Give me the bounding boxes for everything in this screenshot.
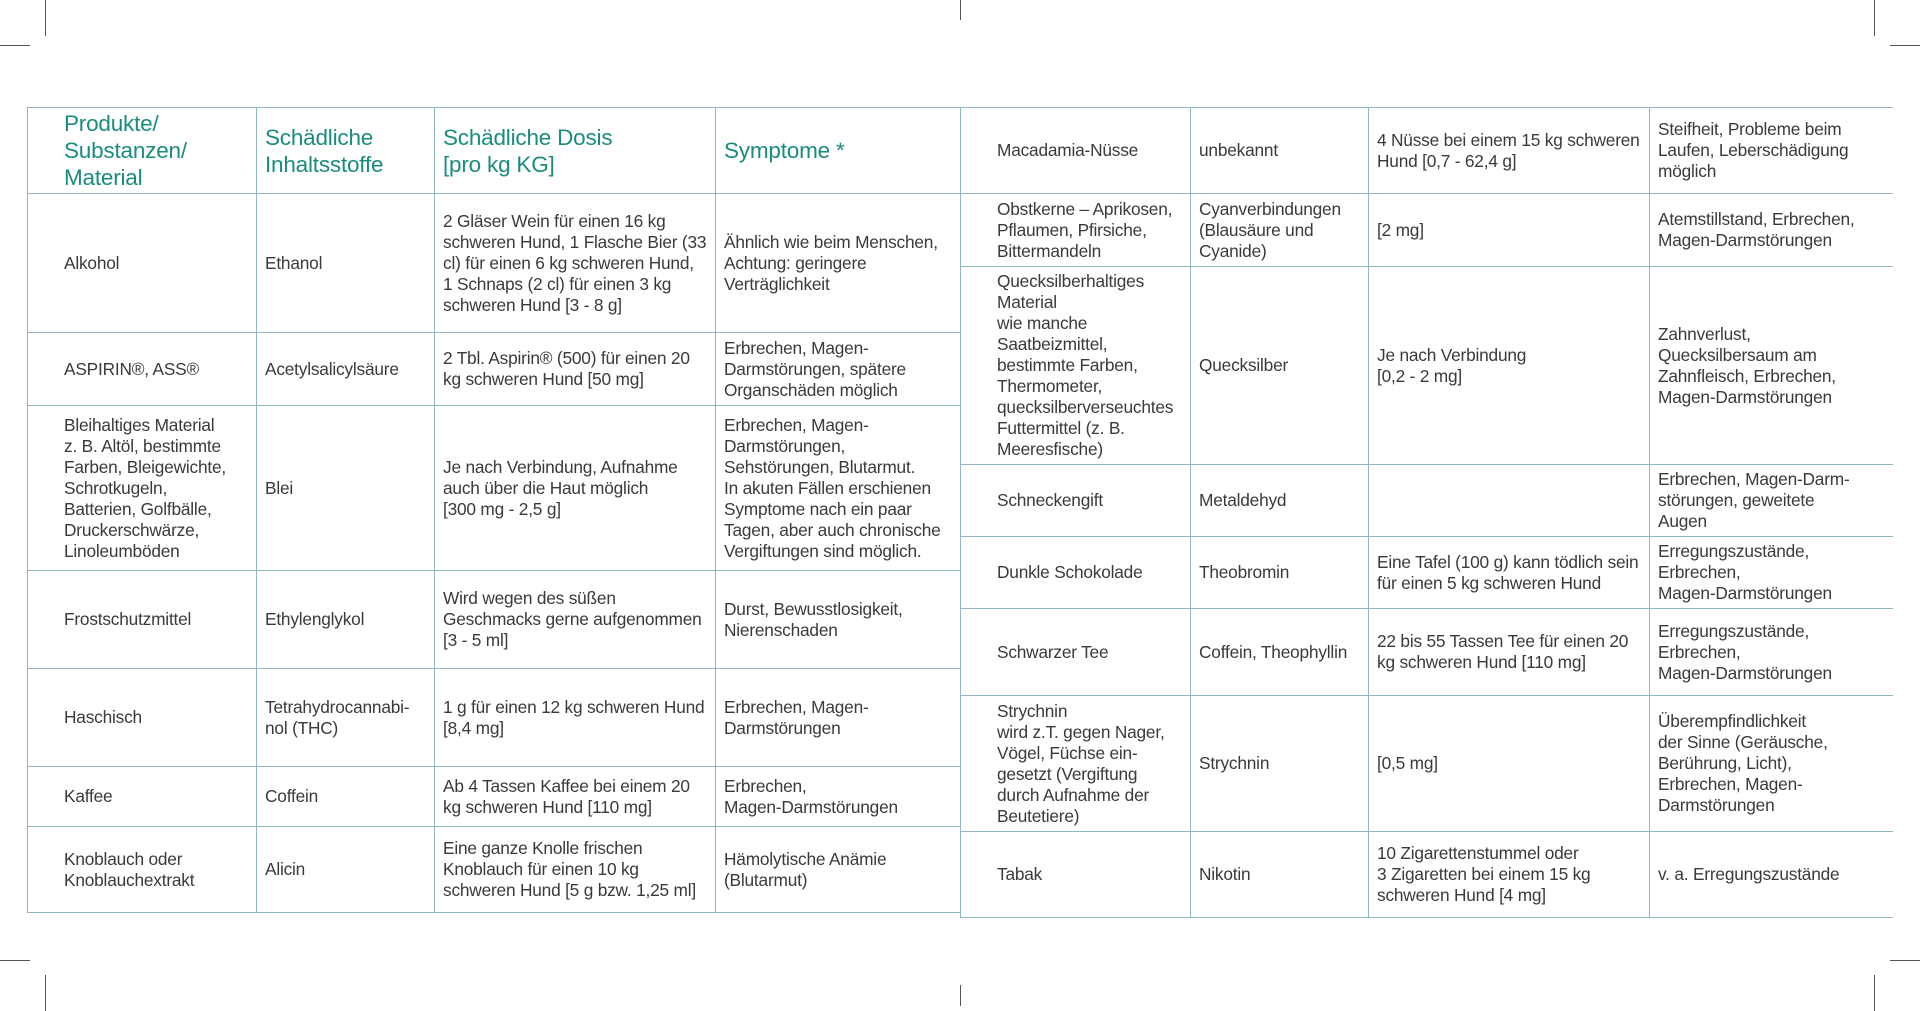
cell-dose — [1369, 465, 1650, 537]
table-row — [961, 537, 1893, 609]
cell-dose: 10 Zigarettenstummel oder 3 Zigaretten bei einem 15 kg schweren Hund [4 mg] — [1369, 832, 1650, 918]
cell-product: Frostschutzmittel — [28, 571, 257, 669]
cell-ingredient: Strychnin — [1191, 696, 1369, 832]
cell-symptoms: Überempfindlichkeit der Sinne (Geräusche, Berührung, Licht), Erbrechen, Magen- Darmstörungen — [1650, 696, 1893, 832]
poison-table-left — [27, 107, 961, 913]
cell-ingredient: Ethanol — [257, 194, 435, 333]
table-row — [28, 194, 961, 333]
table-row — [28, 767, 961, 827]
cell-symptoms: v. a. Erregungszustände — [1650, 832, 1893, 918]
cell-product: Quecksilberhaltiges Material wie manche Saatbeizmittel, bestimmte Farben, Thermometer, quecksilberverseuchtes Futtermittel (z. B. Meeresfische) — [961, 267, 1191, 465]
crop-mark — [0, 45, 30, 46]
table-header-row — [28, 108, 961, 194]
cell-ingredient: Blei — [257, 406, 435, 571]
cell-product: Obstkerne – Aprikosen, Pflaumen, Pfirsiche, Bittermandeln — [961, 194, 1191, 267]
cell-dose: 22 bis 55 Tassen Tee für einen 20 kg schweren Hund [110 mg] — [1369, 609, 1650, 696]
table-row — [28, 571, 961, 669]
table-row — [961, 832, 1893, 918]
crop-mark — [45, 0, 46, 36]
cell-symptoms: Erbrechen, Magen- Darmstörungen, spätere Organschäden möglich — [716, 333, 961, 406]
cell-dose: Eine ganze Knolle frischen Knoblauch für einen 10 kg schweren Hund [5 g bzw. 1,25 ml] — [435, 827, 716, 913]
cell-ingredient: unbekannt — [1191, 108, 1369, 194]
cell-product: Dunkle Schokolade — [961, 537, 1191, 609]
cell-ingredient: Alicin — [257, 827, 435, 913]
cell-ingredient: Nikotin — [1191, 832, 1369, 918]
cell-symptoms: Erbrechen, Magen- Darmstörungen — [716, 669, 961, 767]
cell-product: Knoblauch oder Knoblauchextrakt — [28, 827, 257, 913]
cell-dose: 1 g für einen 12 kg schweren Hund [8,4 mg] — [435, 669, 716, 767]
cell-ingredient: Theobromin — [1191, 537, 1369, 609]
cell-dose: [2 mg] — [1369, 194, 1650, 267]
cell-product: Tabak — [961, 832, 1191, 918]
table-row — [961, 465, 1893, 537]
table-row — [28, 669, 961, 767]
header-ingredients: Schädliche Inhaltsstoffe — [257, 108, 435, 194]
header-symptoms: Symptome * — [716, 108, 961, 194]
cell-symptoms: Erregungszustände, Erbrechen, Magen-Darmstörungen — [1650, 609, 1893, 696]
cell-dose: 2 Tbl. Aspirin® (500) für einen 20 kg schweren Hund [50 mg] — [435, 333, 716, 406]
crop-mark — [1874, 0, 1875, 36]
cell-product: Alkohol — [28, 194, 257, 333]
cell-ingredient: Metaldehyd — [1191, 465, 1369, 537]
table-row — [961, 108, 1893, 194]
cell-product: Bleihaltiges Material z. B. Altöl, bestimmte Farben, Bleigewichte, Schrotkugeln, Batterien, Golfbälle, Druckerschwärze, Linoleumböden — [28, 406, 257, 571]
cell-product: Strychnin wird z.T. gegen Nager, Vögel, Füchse ein- gesetzt (Vergiftung durch Aufnahme der Beutetiere) — [961, 696, 1191, 832]
table-row — [961, 194, 1893, 267]
crop-mark — [1890, 960, 1920, 961]
cell-symptoms: Erbrechen, Magen-Darmstörungen — [716, 767, 961, 827]
cell-symptoms: Erbrechen, Magen- Darmstörungen, Sehstörungen, Blutarmut. In akuten Fällen erschienen Symptome nach ein paar Tagen, aber auch chronische Vergiftungen sind möglich. — [716, 406, 961, 571]
cell-dose: 2 Gläser Wein für einen 16 kg schweren Hund, 1 Flasche Bier (33 cl) für einen 6 kg schweren Hund, 1 Schnaps (2 cl) für einen 3 kg schweren Hund [3 - 8 g] — [435, 194, 716, 333]
cell-dose: Je nach Verbindung [0,2 - 2 mg] — [1369, 267, 1650, 465]
cell-dose: Je nach Verbindung, Aufnahme auch über die Haut möglich [300 mg - 2,5 g] — [435, 406, 716, 571]
cell-ingredient: Ethylenglykol — [257, 571, 435, 669]
table-row — [961, 267, 1893, 465]
cell-symptoms: Atemstillstand, Erbrechen, Magen-Darmstörungen — [1650, 194, 1893, 267]
cell-ingredient: Tetrahydrocannabi- nol (THC) — [257, 669, 435, 767]
crop-mark — [0, 960, 30, 961]
cell-symptoms: Erregungszustände, Erbrechen, Magen-Darmstörungen — [1650, 537, 1893, 609]
cell-dose: [0,5 mg] — [1369, 696, 1650, 832]
table-row — [28, 827, 961, 913]
cell-product: Schneckengift — [961, 465, 1191, 537]
cell-product: Macadamia-Nüsse — [961, 108, 1191, 194]
cell-symptoms: Steifheit, Probleme beim Laufen, Leberschädigung möglich — [1650, 108, 1893, 194]
cell-dose: Ab 4 Tassen Kaffee bei einem 20 kg schweren Hund [110 mg] — [435, 767, 716, 827]
cell-symptoms: Durst, Bewusstlosigkeit, Nierenschaden — [716, 571, 961, 669]
header-dose: Schädliche Dosis [pro kg KG] — [435, 108, 716, 194]
cell-ingredient: Cyanverbindungen (Blausäure und Cyanide) — [1191, 194, 1369, 267]
cell-product: Haschisch — [28, 669, 257, 767]
table-row — [28, 406, 961, 571]
cell-ingredient: Quecksilber — [1191, 267, 1369, 465]
table-row — [961, 696, 1893, 832]
cell-dose: 4 Nüsse bei einem 15 kg schweren Hund [0,7 - 62,4 g] — [1369, 108, 1650, 194]
cell-product: Kaffee — [28, 767, 257, 827]
cell-symptoms: Ähnlich wie beim Menschen, Achtung: geringere Verträglichkeit — [716, 194, 961, 333]
cell-dose: Wird wegen des süßen Geschmacks gerne aufgenommen [3 - 5 ml] — [435, 571, 716, 669]
crop-mark — [960, 985, 961, 1006]
cell-ingredient: Coffein, Theophyllin — [1191, 609, 1369, 696]
crop-mark — [1890, 45, 1920, 46]
cell-product: ASPIRIN®, ASS® — [28, 333, 257, 406]
crop-mark — [960, 0, 961, 20]
cell-symptoms: Hämolytische Anämie (Blutarmut) — [716, 827, 961, 913]
cell-product: Schwarzer Tee — [961, 609, 1191, 696]
header-products: Produkte/ Substanzen/ Material — [28, 108, 257, 194]
cell-symptoms: Zahnverlust, Quecksilbersaum am Zahnfleisch, Erbrechen, Magen-Darmstörungen — [1650, 267, 1893, 465]
poison-table-right — [960, 107, 1893, 918]
cell-ingredient: Coffein — [257, 767, 435, 827]
table-row — [28, 333, 961, 406]
table-row — [961, 609, 1893, 696]
cell-ingredient: Acetylsalicylsäure — [257, 333, 435, 406]
cell-dose: Eine Tafel (100 g) kann tödlich sein für einen 5 kg schweren Hund — [1369, 537, 1650, 609]
cell-symptoms: Erbrechen, Magen-Darm- störungen, geweitete Augen — [1650, 465, 1893, 537]
